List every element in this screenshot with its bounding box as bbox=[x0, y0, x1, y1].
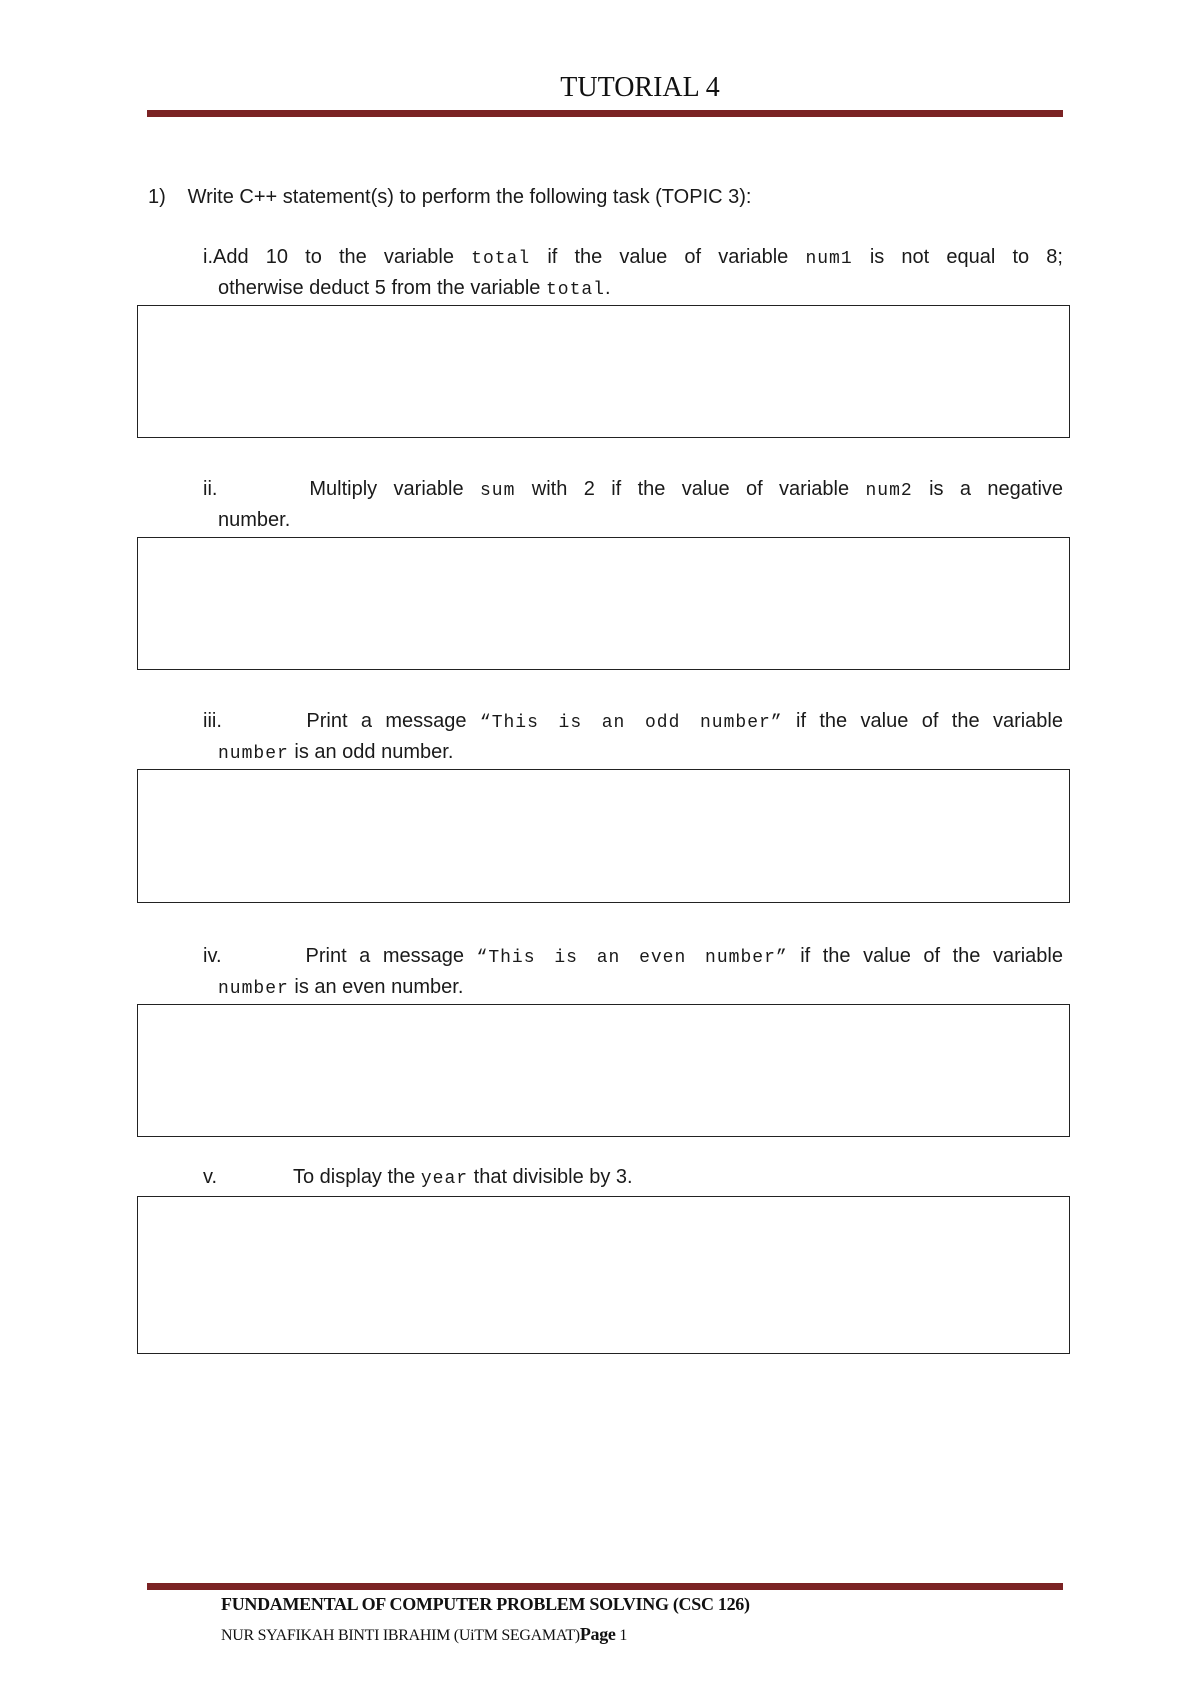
footer-course: FUNDAMENTAL OF COMPUTER PROBLEM SOLVING (CSC 126) bbox=[221, 1594, 750, 1614]
code-num2: num2 bbox=[865, 481, 913, 501]
task-iii bbox=[203, 707, 1063, 769]
task-ii-line2: number. bbox=[218, 509, 291, 531]
task-iv-line2: number is an even number. bbox=[218, 976, 464, 999]
footer-author-line bbox=[221, 1624, 627, 1645]
footer-divider bbox=[147, 1583, 1063, 1590]
code-even-message: “This is an even number” bbox=[476, 948, 788, 968]
task-ii-line1: ii. Multiply variable sum with 2 if the value of variable num2 is a negative bbox=[203, 478, 1063, 500]
code-number: number bbox=[218, 979, 289, 999]
code-total: total bbox=[545, 280, 605, 300]
question-text: Write C++ statement(s) to perform the following task (TOPIC 3): bbox=[187, 186, 752, 208]
answer-box-iv[interactable] bbox=[137, 1004, 1070, 1137]
task-marker: iii. bbox=[203, 710, 222, 732]
page-label: Page bbox=[579, 1624, 616, 1644]
task-marker: v. bbox=[203, 1166, 218, 1188]
code-sum: sum bbox=[480, 481, 516, 501]
question-number: 1) bbox=[148, 186, 166, 208]
task-iv-line1: iv. Print a message “This is an even number” if the value of the variable bbox=[203, 945, 1063, 967]
code-odd-message: “This is an odd number” bbox=[479, 713, 783, 733]
code-year: year bbox=[420, 1169, 469, 1189]
task-iv bbox=[203, 942, 1063, 1004]
answer-box-iii[interactable] bbox=[137, 769, 1070, 903]
code-total: total bbox=[471, 249, 531, 269]
task-v: v. To display the year that divisible by 3. bbox=[203, 1163, 1063, 1194]
header-divider bbox=[147, 110, 1063, 117]
answer-box-ii[interactable] bbox=[137, 537, 1070, 670]
page-title: TUTORIAL 4 bbox=[560, 72, 720, 103]
task-i bbox=[203, 243, 1063, 305]
answer-box-i[interactable] bbox=[137, 305, 1070, 438]
answer-box-v[interactable] bbox=[137, 1196, 1070, 1354]
question-1 bbox=[148, 186, 751, 209]
footer-author: NUR SYAFIKAH BINTI IBRAHIM (UiTM SEGAMAT) bbox=[221, 1627, 580, 1644]
task-marker: i. bbox=[203, 246, 213, 268]
task-iii-line2: number is an odd number. bbox=[218, 741, 454, 764]
page-number: 1 bbox=[619, 1627, 628, 1644]
task-ii bbox=[203, 475, 1063, 535]
task-i-line2: otherwise deduct 5 from the variable total. bbox=[218, 277, 611, 300]
task-marker: iv. bbox=[203, 945, 222, 967]
task-iii-line1: iii. Print a message “This is an odd number” if the value of the variable bbox=[203, 710, 1063, 732]
task-marker: ii. bbox=[203, 478, 218, 500]
code-number: number bbox=[218, 744, 289, 764]
task-i-line1: i.Add 10 to the variable total if the value of variable num1 is not equal to 8; bbox=[203, 246, 1063, 268]
code-num1: num1 bbox=[805, 249, 853, 269]
